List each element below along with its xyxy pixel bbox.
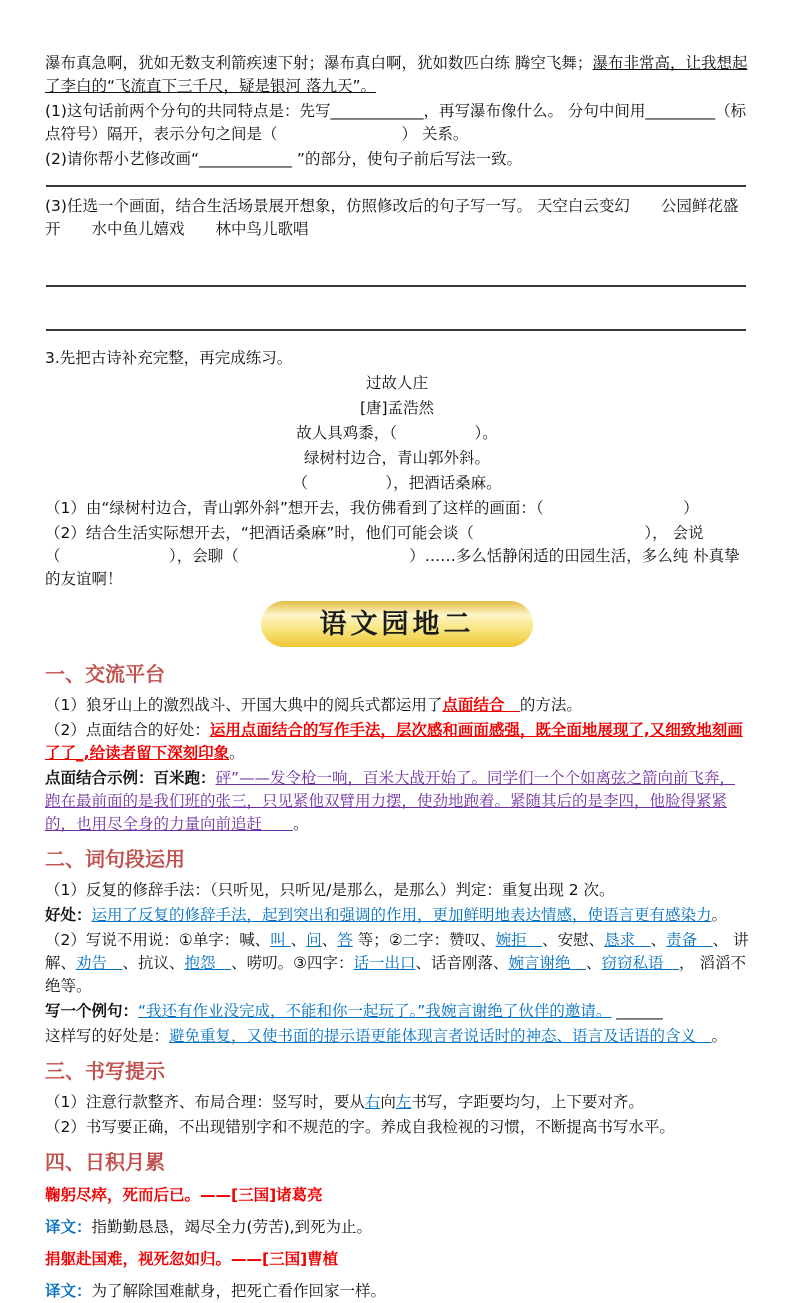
text-run: (3)任选一个画面，结合生活场景展开想象，仿照修改后的句子写一写。 天空白云变幻 公园鲜花盛开 水中鱼儿嬉戏 林中鸟儿歌唱 <box>45 197 739 238</box>
text-run: 译文： <box>45 1282 92 1300</box>
text-run: 恳求 <box>604 931 651 949</box>
handwriting-item-1 <box>45 1091 749 1114</box>
text-run: 鞠躬尽瘁，死而后已。——[三国]诸葛亮 <box>45 1186 323 1204</box>
text-run: 、 <box>321 931 338 949</box>
section-title-handwriting-tips: 三、书写提示 <box>45 1059 165 1083</box>
text-run: 为了解除国难献身，把死亡看作回家一样。 <box>91 1282 387 1300</box>
poem-line: 故人具鸡黍，（ ）。 <box>296 424 498 442</box>
text-run: （2）书写要正确，不出现错别字和不规范的字。养成自我检视的习惯，不断提高书写水平。 <box>45 1118 675 1136</box>
translation-zhugeliang <box>45 1216 749 1239</box>
text-run: 译文： <box>45 1218 92 1236</box>
poem-block <box>45 372 749 495</box>
text-run: 。 <box>229 744 245 762</box>
text-run: 好处： <box>45 906 92 924</box>
text-run: 答 <box>337 931 353 949</box>
text-run: （1）由“绿树村边合，青山郭外斜”想开去，我仿佛看到了这样的画面：（ ） <box>45 499 699 517</box>
quote-zhugeliang <box>45 1184 749 1207</box>
text-run: 左 <box>395 1093 412 1111</box>
divider-line <box>46 185 746 187</box>
answer-blank-line <box>46 285 746 287</box>
text-run: （1）反复的修辞手法：（只听见，只听见/是那么，是那么）判定：重复出现 2 次。 <box>45 881 615 899</box>
text-run: ， 滔滔不绝等。 <box>45 954 746 995</box>
text-run: ______ <box>611 1002 663 1020</box>
usage-example-sentence <box>45 1000 749 1023</box>
poem-title: 过故人庄 <box>365 374 428 392</box>
text-run: 运用了反复的修辞手法，起到突出和强调的作用，更加鲜明地表达情感，使语言更有感染力 <box>91 906 712 924</box>
waterfall-question-1 <box>45 100 749 146</box>
text-run: 责备 <box>666 931 713 949</box>
text-run: （2）点面结合的好处： <box>45 721 210 739</box>
text-run: 、 <box>290 931 307 949</box>
text-run: 这样写的好处是： <box>45 1027 170 1045</box>
unit-badge-container <box>45 601 749 647</box>
waterfall-question-3 <box>45 195 749 241</box>
text-run: 。 <box>711 1027 728 1045</box>
text-run: 瀑布真急啊，犹如无数支利箭疾速下射；瀑布真白啊，犹如数匹白练 腾空飞舞； <box>45 54 593 72</box>
text-run: 问 <box>306 931 322 949</box>
text-run: （1）注意行款整齐、布局合理：竖写时，要从 <box>45 1093 365 1111</box>
text-run: 。 <box>711 906 728 924</box>
text-run: 写一个例句： <box>45 1002 139 1020</box>
communication-item-2 <box>45 719 749 765</box>
text-run: (2)请你帮小艺修改画“____________ ”的部分，使句子前后写法一致。 <box>45 150 522 168</box>
text-run: 婉言谢绝 <box>508 954 587 972</box>
poem-line: （ ），把酒话桑麻。 <box>292 474 502 492</box>
text-run: 等；②二字：赞叹、 <box>352 931 496 949</box>
text-run: 、 <box>586 954 602 972</box>
section-title-daily-accumulation: 四、日积月累 <box>45 1150 165 1174</box>
communication-example <box>45 767 749 836</box>
text-run: “我还有作业没完成，不能和你一起玩了。”我婉言谢绝了伙伴的邀请。 <box>138 1002 612 1020</box>
text-run: 避免重复，又使书面的提示语更能体现言者说话时的神态、语言及话语的含义 <box>169 1027 712 1045</box>
text-run: 的方法。 <box>519 696 582 714</box>
text-run: 点面结合 <box>442 696 520 714</box>
text-run: 捐躯赴国难，视死忽如归。——[三国]曹植 <box>45 1250 339 1268</box>
text-run: 运用点面结合的写作手法，层次感和画面感强，既全面地展现了,又细致地刻画了了_,给读者留下深刻印象 <box>45 721 743 762</box>
text-run: （2）结合生活实际想开去，“把酒话桑麻”时，他们可能会谈（ ）， 会说（ ），会聊（ ）……多么恬静闲适的田园生活，多么纯 朴真挚的友谊啊！ <box>45 524 740 588</box>
text-run: 叫 <box>270 931 291 949</box>
usage-item-2 <box>45 929 749 998</box>
text-run: 。 <box>293 815 309 833</box>
text-run: 劝告 <box>76 954 123 972</box>
poem-question-2 <box>45 522 749 591</box>
waterfall-question-2 <box>45 148 749 171</box>
text-run: 、 讲解、 <box>45 931 749 972</box>
text-run: 、唠叨。③四字： <box>231 954 354 972</box>
text-run: 指勤勤恳恳，竭尽全力(劳苦),到死为止。 <box>91 1218 373 1236</box>
text-run: (1)这句话前两个分句的共同特点是：先写____________，再写瀑布像什么。 分句中间用_________（标点符号）隔开，表示分句之间是（ ） 关系。 <box>45 102 747 143</box>
text-run: 右 <box>364 1093 381 1111</box>
poem-question-1 <box>45 497 749 520</box>
text-run: 、抗议、 <box>122 954 185 972</box>
text-run: 抱怨 <box>184 954 232 972</box>
poem-line: 绿树村边合，青山郭外斜。 <box>303 449 490 467</box>
text-run: （2）写说不用说：①单字：喊、 <box>45 931 271 949</box>
text-run: 话一出口 <box>353 954 416 972</box>
text-run: 、 <box>650 931 667 949</box>
poem-author: [唐]孟浩然 <box>359 399 435 417</box>
section-title-communication-platform: 一、交流平台 <box>45 662 165 686</box>
section-title-word-sentence-usage: 二、词句段运用 <box>45 847 185 871</box>
waterfall-intro-paragraph <box>45 52 749 98</box>
exercise-3-lead: 3.先把古诗补充完整，再完成练习。 <box>45 349 293 367</box>
text-run: 书写，字距要均匀，上下要对齐。 <box>411 1093 644 1111</box>
usage-item-benefit <box>45 904 749 927</box>
handwriting-item-2 <box>45 1116 749 1139</box>
text-run: 点面结合示例：百米跑： <box>45 769 216 787</box>
answer-blank-line <box>46 329 746 331</box>
text-run: （1）狼牙山上的激烈战斗、开国大典中的阅兵式都运用了 <box>45 696 443 714</box>
text-run: 向 <box>380 1093 396 1111</box>
text-run: 窃窃私语 <box>601 954 680 972</box>
quote-caozhi <box>45 1248 749 1271</box>
translation-caozhi <box>45 1280 749 1303</box>
text-run: 砰”——发令枪一响，百米大战开始了。同学们一个个如离弦之箭向前飞奔，跑在最前面的是我们班的张三，只见紧他双臂用力摆，使劲地跑着。紧随其后的是李四，他脸得紧紧的，也用尽全身的力量向前追赶 <box>45 769 736 833</box>
usage-benefit-note <box>45 1025 749 1048</box>
unit-title-badge: 语文园地二 <box>261 601 533 647</box>
text-run: 、话音刚落、 <box>415 954 509 972</box>
text-run: 瀑布非常高，让我想起了李白的“飞流直下三千尺，疑是银河 落九天”。 <box>45 54 748 95</box>
usage-item-1 <box>45 879 749 902</box>
text-run: 、安慰、 <box>542 931 605 949</box>
communication-item-1 <box>45 694 749 717</box>
text-run: 婉拒 <box>495 931 543 949</box>
